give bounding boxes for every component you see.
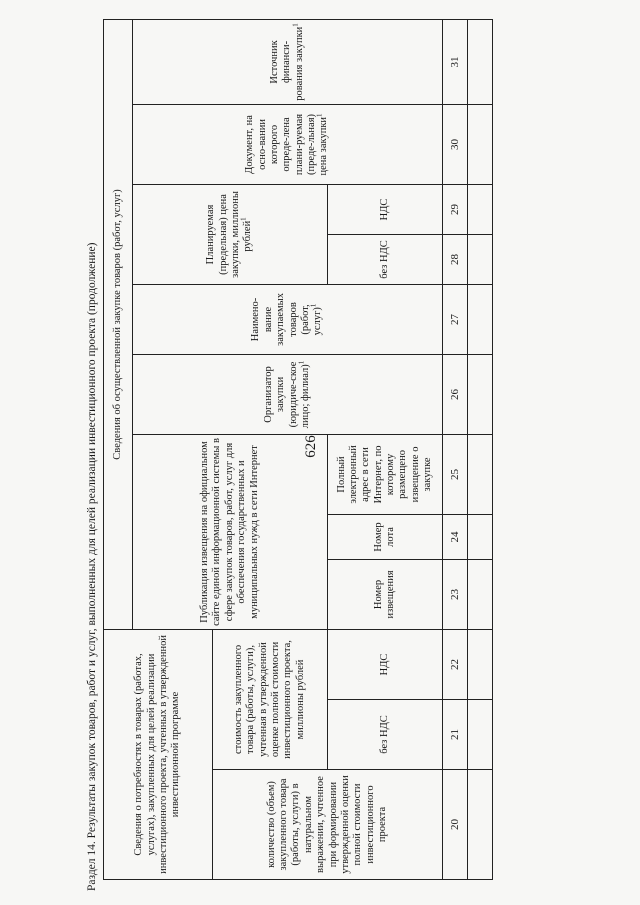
lot-number-header: Номер лота xyxy=(328,514,443,559)
column-number: 22 xyxy=(443,629,468,699)
empty-cell xyxy=(468,234,493,284)
empty-cell xyxy=(468,19,493,104)
column-number: 27 xyxy=(443,284,468,354)
column-number: 29 xyxy=(443,184,468,234)
empty-cell xyxy=(468,514,493,559)
goods-name-header: Наимено-вание закупаемых товаров (работ, услуг)$^1$ xyxy=(133,284,443,354)
purchase-results-table xyxy=(103,19,493,880)
cost-vat-header: НДС xyxy=(328,629,443,699)
empty-cell xyxy=(468,559,493,629)
page-number: 626 xyxy=(302,435,319,458)
empty-cell xyxy=(468,104,493,184)
empty-cell xyxy=(468,354,493,434)
needs-group-header: Сведения о потребностях в товарах (работах, услугах), закупленных для целей реализации инвестиционного проекта, учтенных в утвержденной инвестиционной программе xyxy=(104,629,213,879)
price-document-header: Документ, на осно-вании которого опреде-лена плани-руемая (преде-льная) цена закупки$^1$ xyxy=(133,104,443,184)
notice-url-header: Полный электронный адрес в сети Интернет, по которому размещено извещение о закупке xyxy=(328,434,443,514)
organizer-header: Организатор закупки (юридиче-ское лицо; филиал)$^1$ xyxy=(133,354,443,434)
column-number-row xyxy=(443,19,468,879)
notice-number-header: Номер извещения xyxy=(328,559,443,629)
empty-cell xyxy=(468,184,493,234)
empty-cell xyxy=(468,434,493,514)
cost-header: стоимость закупленного товара (работы, услуги), учтенная в утвержденной оценке полной стоимости инвестиционного проекта, миллионы рублей xyxy=(213,629,328,769)
column-number: 20 xyxy=(443,770,468,880)
column-number: 25 xyxy=(443,434,468,514)
column-number: 30 xyxy=(443,104,468,184)
empty-cell xyxy=(468,284,493,354)
column-number: 21 xyxy=(443,700,468,770)
purchase-group-header: Сведения об осуществленной закупке товаров (работ, услуг) xyxy=(104,19,133,629)
quantity-header: количество (объем) закупленного товара (работы, услуги) в натуральном выражении, учтенное при формировании утвержденной оценки полной стоимости инвестиционного проекта xyxy=(213,770,443,880)
column-number: 23 xyxy=(443,559,468,629)
publication-header: Публикация извещения на официальном сайте единой информационной системы в сфере закупок товаров, работ, услуг для обеспечения государственных и муниципальных нужд в сети Интернет xyxy=(133,434,328,629)
column-number: 26 xyxy=(443,354,468,434)
section-caption: Раздел 14. Результаты закупок товаров, работ и услуг, выполненных для целей реализации инвестиционного проекта (продолжение) xyxy=(86,242,98,891)
empty-cell xyxy=(468,770,493,880)
cost-without-vat-header: без НДС xyxy=(328,700,443,770)
table-row xyxy=(468,19,493,879)
empty-cell xyxy=(468,700,493,770)
empty-cell xyxy=(468,629,493,699)
column-number: 28 xyxy=(443,234,468,284)
price-vat-header: НДС xyxy=(328,184,443,234)
price-without-vat-header: без НДС xyxy=(328,234,443,284)
purchase-table-wrapper xyxy=(103,20,493,880)
funding-source-header: Источник финанси-рования закупки$^1$ xyxy=(133,19,443,104)
column-number: 31 xyxy=(443,19,468,104)
column-number: 24 xyxy=(443,514,468,559)
planned-price-header: Планируемая (предельная) цена закупки, миллионы рублей$^1$ xyxy=(133,184,328,284)
